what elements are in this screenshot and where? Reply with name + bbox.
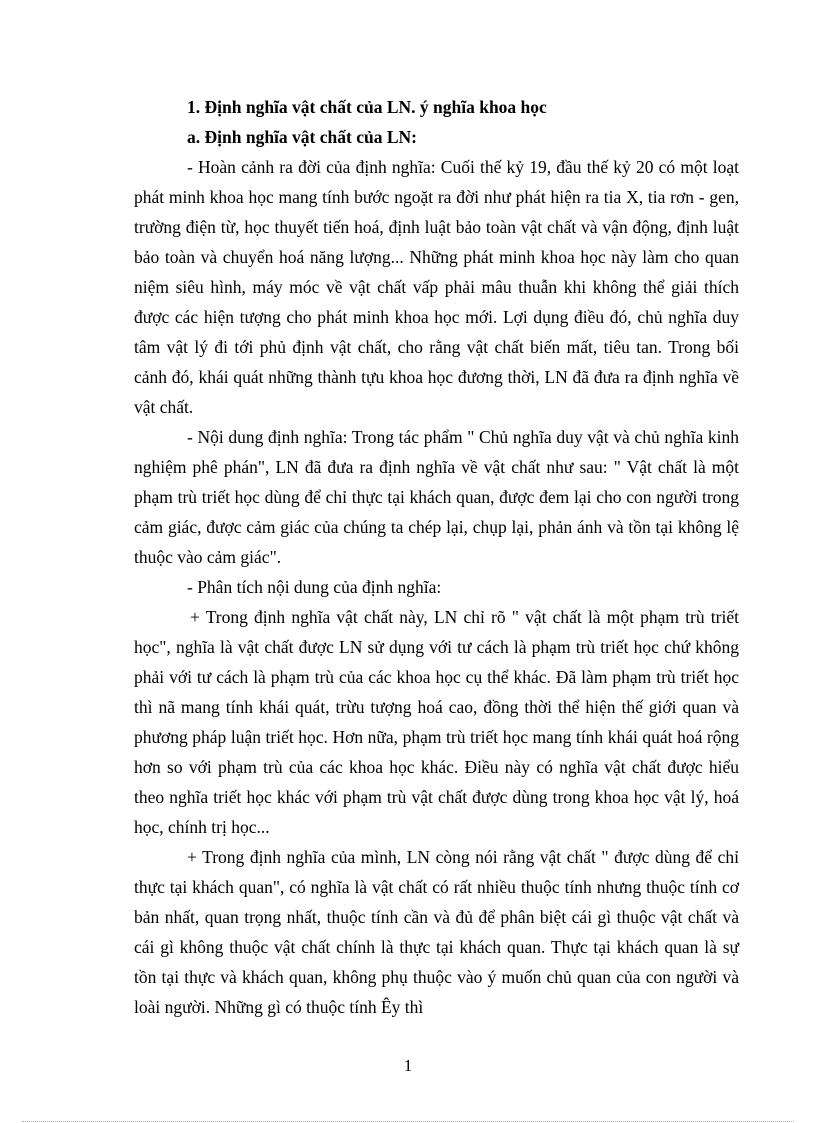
page-bottom-border [22,1121,794,1122]
section-heading: 1. Định nghĩa vật chất của LN. ý nghĩa khoa học [187,97,547,117]
paragraph-analysis-intro: - Phân tích nội dung của định nghĩa: [187,577,442,597]
page-number: 1 [403,1056,413,1075]
subsection-heading: a. Định nghĩa vật chất của LN: [187,127,417,147]
paragraph-definition: - Nội dung định nghĩa: Trong tác phẩm " Chủ nghĩa duy vật và chủ nghĩa kinh nghiệm phê phán", LN đã đưa ra định nghĩa về vật chất như sau: " Vật chất là một phạm trù triết học dùng để chỉ thực tại khách quan, được đem lại cho con người trong cảm giác, được cảm giác của chúng ta chép lại, chụp lại, phản ánh và tồn tại không lệ thuộc vào cảm giác". [134,427,739,567]
paragraph-analysis-point-1: + Trong định nghĩa vật chất này, LN chỉ rõ " vật chất là một phạm trù triết học", nghĩa là vật chất được LN sử dụng với tư cách là phạm trù triết học chứ không phải với tư cách là phạm trù của các khoa học cụ thể khác. Đã làm phạm trù triết học thì nã mang tính khái quát, trừu tượng hoá cao, đồng thời thể hiện thế giới quan và phương pháp luận triết học. Hơn nữa, phạm trù triết học mang tính khái quát hoá rộng hơn so với phạm trù của các khoa học khác. Điều này có nghĩa vật chất được hiểu theo nghĩa triết học khác với phạm trù vật chất được dùng trong khoa học vật lý, hoá học, chính trị học... [134,607,739,837]
paragraph-context: - Hoàn cảnh ra đời của định nghĩa: Cuối thế kỷ 19, đầu thế kỷ 20 có một loạt phát minh khoa học mang tính bước ngoặt ra đời như phát hiện ra tia X, tia rơn - gen, trường điện từ, học thuyết tiến hoá, định luật bảo toàn vật chất và vận động, định luật bảo toàn và chuyển hoá năng lượng... Những phát minh khoa học này làm cho quan niệm siêu hình, máy móc về vật chất vấp phải mâu thuẫn khi không thể giải thích được các hiện tượng cho phát minh khoa học mới. Lợi dụng điều đó, chủ nghĩa duy tâm vật lý đi tới phủ định vật chất, cho rằng vật chất biến mất, tiêu tan. Trong bối cảnh đó, khái quát những thành tựu khoa học đương thời, LN đã đưa ra định nghĩa về vật chất. [134,157,739,417]
paragraph-analysis-point-2: + Trong định nghĩa của mình, LN còng nói rằng vật chất " được dùng để chỉ thực tại khách quan", có nghĩa là vật chất có rất nhiều thuộc tính nhưng thuộc tính cơ bản nhất, quan trọng nhất, thuộc tính cần và đủ để phân biệt cái gì thuộc vật chất và cái gì không thuộc vật chất chính là thực tại khách quan. Thực tại khách quan là sự tồn tại thực và khách quan, không phụ thuộc vào ý muốn chủ quan của con người và loài người. Những gì có thuộc tính Êy thì [134,847,739,1017]
page-content [134,92,739,1022]
